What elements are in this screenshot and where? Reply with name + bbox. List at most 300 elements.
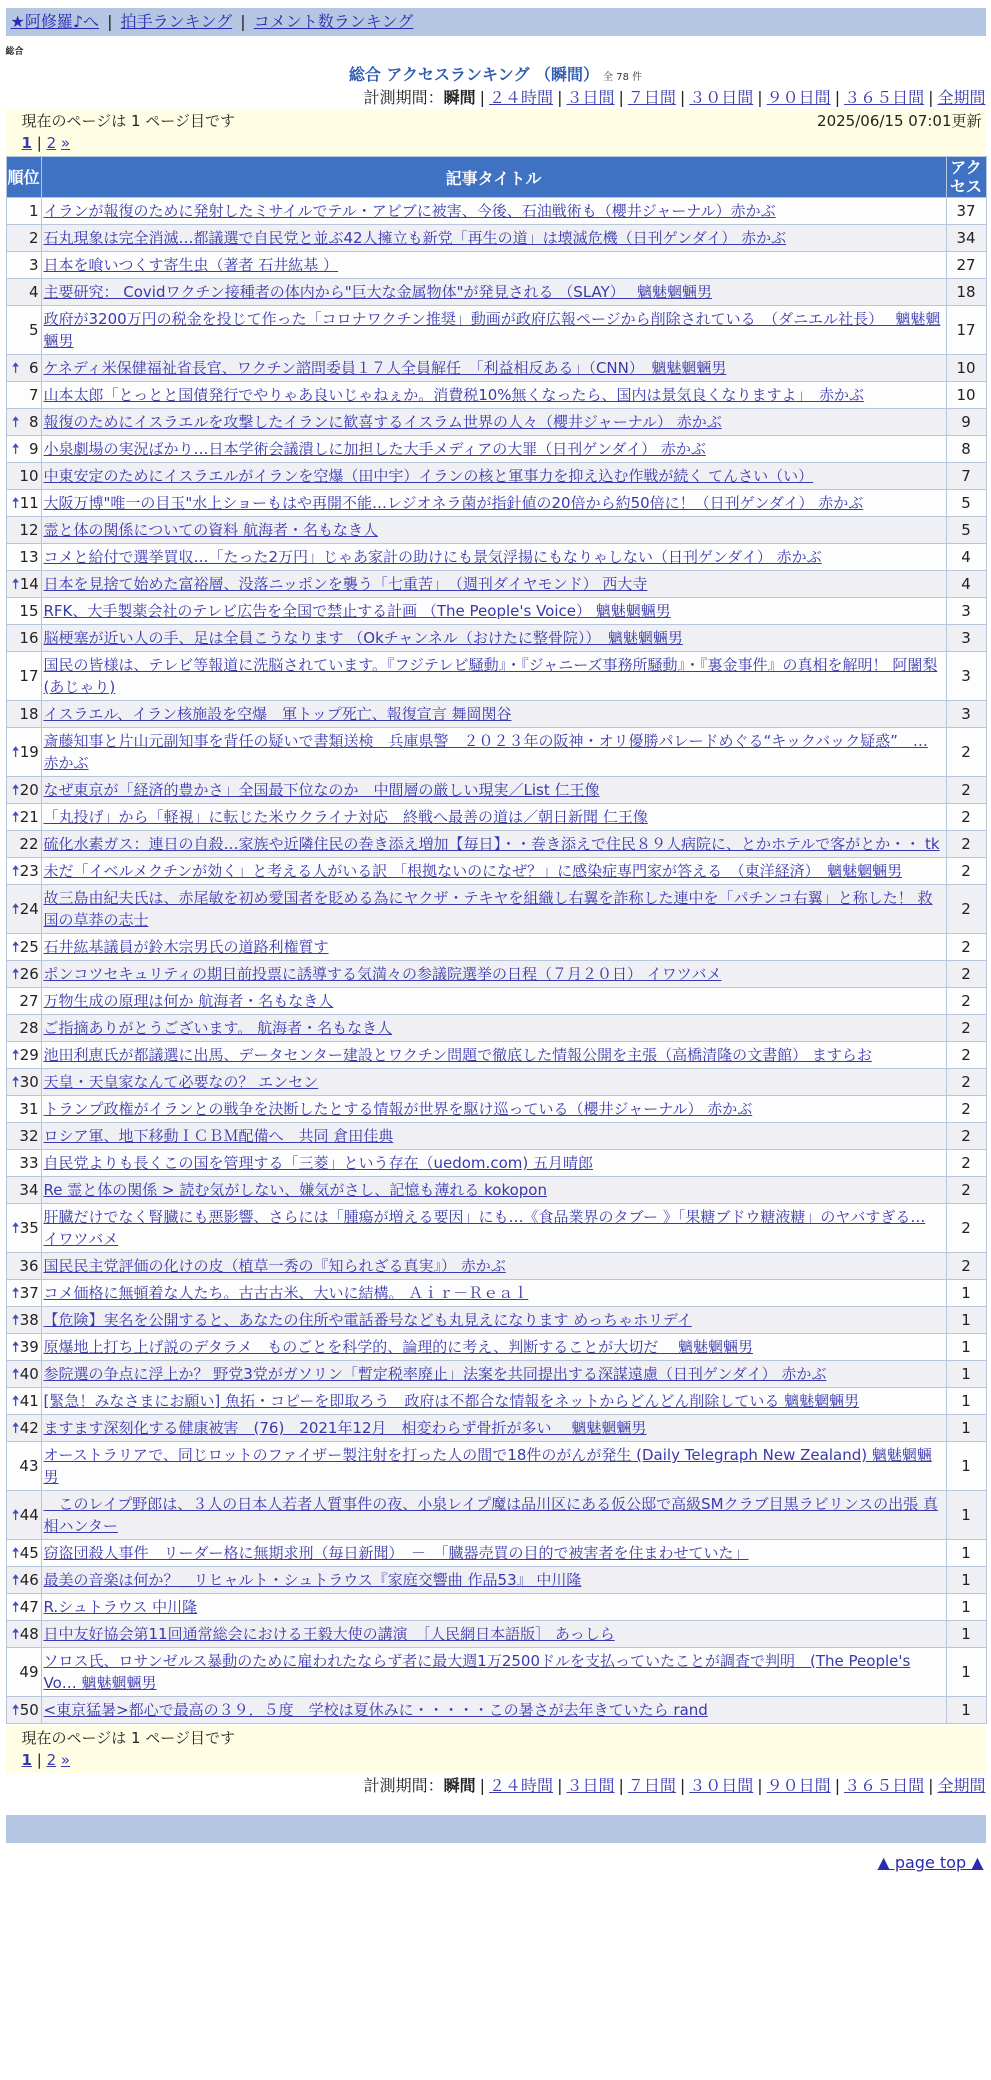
- table-row: [6, 463, 986, 490]
- period-separator: |: [479, 1776, 486, 1795]
- access-count: 1: [946, 1697, 986, 1724]
- article-title-link[interactable]: 報復のためにイスラエルを攻撃したイランに歓喜するイスラム世界の人々（櫻井ジャーナル） 赤かぶ: [43, 413, 722, 431]
- next-page-link[interactable]: »: [60, 134, 71, 152]
- table-row: [6, 885, 986, 934]
- rank-cell: [6, 1594, 41, 1621]
- article-title-link[interactable]: 脳梗塞が近い人の手、足は全員こうなります （Okチャンネル（おけたに整骨院）） 魑魅魍魎男: [43, 629, 683, 647]
- comment-ranking-link[interactable]: コメント数ランキング: [253, 12, 414, 31]
- page-info-top: [6, 109, 986, 156]
- table-row: [6, 728, 986, 777]
- rank-number: 37: [19, 1284, 39, 1302]
- article-title-link[interactable]: なぜ東京が「経済的豊かさ」全国最下位なのか 中間層の厳しい現実／List 仁王像: [43, 781, 600, 799]
- table-row: [6, 355, 986, 382]
- rank-cell: [6, 728, 41, 777]
- title-cell: [41, 355, 946, 382]
- title-cell: [41, 1621, 946, 1648]
- article-title-link[interactable]: 自民党よりも長くこの国を管理する「三菱」という存在（uedom.com) 五月晴郎: [43, 1154, 593, 1172]
- period-option-link[interactable]: ３６５日間: [844, 88, 925, 107]
- rank-cell: [6, 1042, 41, 1069]
- article-title-link[interactable]: 山本太郎「とっとと国債発行でやりゃあ良いじゃねぇか。消費税10%無くなったら、国内は景気良くなりますよ」 赤かぶ: [43, 386, 865, 404]
- table-row: [6, 252, 986, 279]
- rank-number: 21: [19, 808, 39, 826]
- title-cell: [41, 1042, 946, 1069]
- rank-cell: [6, 517, 41, 544]
- article-title-link[interactable]: [緊急！みなさまにお願い] 魚拓・コピーを即取ろう 政府は不都合な情報をネットからどんどん削除している 魑魅魍魎男: [43, 1392, 860, 1410]
- period-option-link[interactable]: ７日間: [627, 1776, 676, 1795]
- rank-number: 49: [19, 1663, 39, 1681]
- table-row: [6, 198, 986, 225]
- article-title-link[interactable]: R.シュトラウス 中川隆: [43, 1598, 198, 1616]
- article-title-link[interactable]: イランが報復のために発射したミサイルでテル・アビブに被害、今後、石油戦術も（櫻井ジャーナル）赤かぶ: [43, 202, 776, 220]
- article-title-link[interactable]: 硫化水素ガス：連日の自殺…家族や近隣住民の巻き添え増加【毎日】・・巻き添えで住民８９人病院に、とかホテルで客がとか・・ tk: [43, 835, 940, 853]
- period-separator: |: [928, 1776, 934, 1795]
- rank-number: 10: [19, 467, 39, 485]
- access-count: 10: [946, 355, 986, 382]
- access-count: 1: [946, 1648, 986, 1697]
- title-cell: [41, 1361, 946, 1388]
- access-count: 1: [946, 1442, 986, 1491]
- period-option-link[interactable]: ２４時間: [489, 1776, 554, 1795]
- rank-number: 16: [19, 629, 39, 647]
- period-selector: [6, 87, 986, 109]
- table-row: [6, 1307, 986, 1334]
- rank-up-arrow-icon: 🠅: [11, 413, 20, 431]
- rank-cell: [6, 1648, 41, 1697]
- rank-cell: [6, 1307, 41, 1334]
- period-option-link[interactable]: ９０日間: [766, 88, 831, 107]
- rank-up-arrow-icon: 🠅: [11, 1419, 20, 1437]
- access-count: 2: [946, 858, 986, 885]
- period-selector: [6, 1775, 986, 1797]
- access-count: 2: [946, 1015, 986, 1042]
- article-title-link[interactable]: 日本を喰いつくす寄生虫（著者 石井紘基 ）: [43, 256, 339, 274]
- rank-cell: [6, 1540, 41, 1567]
- access-count: 3: [946, 701, 986, 728]
- table-row: [6, 1697, 986, 1724]
- access-count: 1: [946, 1594, 986, 1621]
- table-row: [6, 701, 986, 728]
- title-cell: [41, 252, 946, 279]
- rank-number: 3: [28, 256, 39, 274]
- title-cell: [41, 1388, 946, 1415]
- rank-up-arrow-icon: 🠅: [11, 938, 20, 956]
- article-title-link[interactable]: 日中友好協会第11回通常総会における王毅大使の講演 ［人民網日本語版］ あっしら: [43, 1625, 615, 1643]
- access-count: 2: [946, 831, 986, 858]
- table-row: [6, 1123, 986, 1150]
- period-option-link[interactable]: 全期間: [937, 1776, 986, 1795]
- period-option-link[interactable]: ３６５日間: [844, 1776, 925, 1795]
- title-cell: [41, 1307, 946, 1334]
- rank-cell: [6, 804, 41, 831]
- title-cell: [41, 1697, 946, 1724]
- article-title-link[interactable]: 【危険】実名を公開すると、あなたの住所や電話番号なども丸見えになります めっちゃホリデイ: [43, 1311, 692, 1329]
- period-option-link[interactable]: 全期間: [937, 88, 986, 107]
- title-cell: [41, 463, 946, 490]
- article-title-link[interactable]: ロシア軍、地下移動ＩＣＢＭ配備へ 共同 倉田佳典: [43, 1127, 394, 1145]
- article-title-link[interactable]: <東京猛暑>都心で最高の３９．５度 学校は夏休みに・・・・・この暑さが去年きていたら rand: [43, 1701, 708, 1719]
- rank-up-arrow-icon: 🠅: [11, 1311, 20, 1329]
- rank-cell: [6, 988, 41, 1015]
- table-row: [6, 306, 986, 355]
- title-cell: [41, 225, 946, 252]
- title-cell: [41, 1204, 946, 1253]
- access-count: 5: [946, 517, 986, 544]
- table-row: [6, 1415, 986, 1442]
- access-count: 8: [946, 436, 986, 463]
- article-title-link[interactable]: 万物生成の原理は何か 航海者・名もなき人: [43, 992, 334, 1010]
- rank-up-arrow-icon: 🠅: [11, 1625, 20, 1643]
- table-row: [6, 1442, 986, 1491]
- article-title-link[interactable]: 石井紘基議員が鈴木宗男氏の道路利権質す: [43, 938, 329, 956]
- article-title-link[interactable]: 原爆地上打ち上げ説のデタラメ ものごとを科学的、論理的に考え、判断することが大切だ 魑魅魍魎男: [43, 1338, 753, 1356]
- rank-number: 22: [19, 835, 39, 853]
- access-count: 1: [946, 1307, 986, 1334]
- period-current: 瞬間: [443, 88, 476, 107]
- page-2-link[interactable]: 2: [46, 134, 57, 152]
- table-row: [6, 1150, 986, 1177]
- table-row: [6, 1069, 986, 1096]
- article-title-link[interactable]: 日本を見捨て始めた富裕層、没落ニッポンを襲う「七重苦」 （週刊ダイヤモンド） 西大寺: [43, 575, 648, 593]
- rank-cell: [6, 1334, 41, 1361]
- access-count: 1: [946, 1280, 986, 1307]
- access-count: 3: [946, 652, 986, 701]
- period-separator: |: [479, 88, 486, 107]
- rank-up-arrow-icon: 🠅: [11, 1571, 20, 1589]
- period-separator: |: [557, 1776, 563, 1795]
- period-label: 計測期間：: [363, 1776, 444, 1795]
- access-count: 27: [946, 252, 986, 279]
- page-title: [6, 62, 986, 85]
- rank-up-arrow-icon: 🠅: [11, 900, 20, 918]
- title-cell: [41, 382, 946, 409]
- rank-number: 5: [28, 321, 39, 339]
- period-separator: |: [834, 88, 841, 107]
- title-cell: [41, 306, 946, 355]
- title-cell: [41, 571, 946, 598]
- access-count: 3: [946, 598, 986, 625]
- table-row: [6, 1334, 986, 1361]
- rank-cell: [6, 1567, 41, 1594]
- rank-cell: [6, 1388, 41, 1415]
- period-separator: |: [557, 88, 563, 107]
- access-count: 3: [946, 625, 986, 652]
- rank-header: 順位: [6, 157, 41, 198]
- access-count: 4: [946, 571, 986, 598]
- table-row: [6, 517, 986, 544]
- pagination-separator: |: [36, 1751, 42, 1769]
- rank-up-arrow-icon: 🠅: [11, 1219, 20, 1237]
- table-row: [6, 1491, 986, 1540]
- article-title-link[interactable]: 国民民主党評価の化けの皮（植草一秀の『知られざる真実』） 赤かぶ: [43, 1257, 506, 1275]
- access-header: アクセス: [946, 157, 986, 198]
- article-title-link[interactable]: 大阪万博"唯一の目玉"水上ショーもはや再開不能…レジオネラ菌が指針値の20倍から約50倍に！（日刊ゲンダイ） 赤かぶ: [43, 494, 864, 512]
- access-count: 37: [946, 198, 986, 225]
- title-cell: [41, 1594, 946, 1621]
- home-link[interactable]: ★阿修羅♪へ: [10, 12, 100, 31]
- current-page-text: 現在のページは 1 ページ目です: [21, 1729, 235, 1747]
- access-count: 2: [946, 804, 986, 831]
- access-count: 2: [946, 1253, 986, 1280]
- title-cell: [41, 885, 946, 934]
- table-row: [6, 934, 986, 961]
- table-row: [6, 1015, 986, 1042]
- period-option-link[interactable]: ３日間: [566, 1776, 615, 1795]
- rank-number: 12: [19, 521, 39, 539]
- access-count: 9: [946, 409, 986, 436]
- rank-up-arrow-icon: 🠅: [11, 743, 20, 761]
- rank-number: 20: [19, 781, 39, 799]
- table-row: [6, 804, 986, 831]
- rank-number: 15: [19, 602, 39, 620]
- rank-up-arrow-icon: 🠅: [11, 1046, 20, 1064]
- rank-number: 44: [19, 1506, 39, 1524]
- article-title-link[interactable]: コメと給付で選挙買収…「たった2万円」じゃあ家計の助けにも景気浮揚にもなりゃしない（日刊ゲンダイ） 赤かぶ: [43, 548, 822, 566]
- access-count: 1: [946, 1361, 986, 1388]
- rank-number: 23: [19, 862, 39, 880]
- rank-cell: [6, 1096, 41, 1123]
- article-title-link[interactable]: 石丸現象は完全消滅…都議選で自民党と並ぶ42人擁立も新党「再生の道」は壊滅危機（日刊ゲンダイ） 赤かぶ: [43, 229, 787, 247]
- rank-cell: [6, 831, 41, 858]
- article-title-link[interactable]: RFK、大手製薬会社のテレビ広告を全国で禁止する計画 （The People's Voice） 魑魅魍魎男: [43, 602, 671, 620]
- table-row: [6, 382, 986, 409]
- rank-cell: [6, 1015, 41, 1042]
- title-cell: [41, 1096, 946, 1123]
- rank-cell: [6, 1150, 41, 1177]
- page-1-link[interactable]: 1: [21, 134, 32, 152]
- title-cell: [41, 988, 946, 1015]
- rank-up-arrow-icon: 🠅: [11, 1365, 20, 1383]
- rank-cell: [6, 198, 41, 225]
- rank-cell: [6, 701, 41, 728]
- rank-cell: [6, 1491, 41, 1540]
- pagination: [22, 132, 982, 154]
- article-title-link[interactable]: オーストラリアで、同じロットのファイザー製注射を打った人の間で18件のがんが発生 (Daily Telegraph New Zealand) 魑魅魍魎男: [43, 1446, 932, 1486]
- access-count: 2: [946, 1096, 986, 1123]
- clap-ranking-link[interactable]: 拍手ランキング: [120, 12, 233, 31]
- title-cell: [41, 1567, 946, 1594]
- title-cell: [41, 934, 946, 961]
- article-title-link[interactable]: 池田利恵氏が都議選に出馬、データセンター建設とワクチン問題で徹底した情報公開を主張（高橋清隆の文書館） ますらお: [43, 1046, 872, 1064]
- article-title-link[interactable]: 天皇・天皇家なんて必要なの？ エンセン: [43, 1073, 319, 1091]
- rank-cell: [6, 625, 41, 652]
- title-cell: [41, 777, 946, 804]
- title-cell: [41, 728, 946, 777]
- rank-cell: [6, 1621, 41, 1648]
- rank-number: 25: [19, 938, 39, 956]
- rank-number: 14: [19, 575, 39, 593]
- access-count: 34: [946, 225, 986, 252]
- title-cell: [41, 1648, 946, 1697]
- rank-cell: [6, 225, 41, 252]
- period-current: 瞬間: [443, 1776, 476, 1795]
- page-title-text: 総合 アクセスランキング （瞬間）: [348, 65, 600, 84]
- access-count: 2: [946, 1069, 986, 1096]
- article-title-link[interactable]: ソロス氏、ロサンゼルス暴動のために雇われたならず者に最大週1万2500ドルを支払っていたことが調査で判明 (The People's Vo… 魑魅魍魎男: [43, 1652, 911, 1692]
- rank-cell: [6, 777, 41, 804]
- article-title-link[interactable]: ますます深刻化する健康被害 (76) 2021年12月 相変わらず骨折が多い 魑魅魍魎男: [43, 1419, 647, 1437]
- table-row: [6, 436, 986, 463]
- rank-number: 30: [19, 1073, 39, 1091]
- period-option-link[interactable]: ９０日間: [766, 1776, 831, 1795]
- rank-up-arrow-icon: 🠅: [11, 1392, 20, 1410]
- rank-number: 42: [19, 1419, 39, 1437]
- title-cell: [41, 1280, 946, 1307]
- rank-up-arrow-icon: 🠅: [11, 781, 20, 799]
- table-row: [6, 1388, 986, 1415]
- period-option-link[interactable]: ７日間: [627, 88, 676, 107]
- rank-number: 28: [19, 1019, 39, 1037]
- rank-cell: [6, 961, 41, 988]
- article-title-link[interactable]: 参院選の争点に浮上か？ 野党3党がガソリン「暫定税率廃止」法案を共同提出する深謀遠慮（日刊ゲンダイ） 赤かぶ: [43, 1365, 827, 1383]
- table-row: [6, 1042, 986, 1069]
- article-title-link[interactable]: Re 霊と体の関係 > 読む気がしない、嫌気がさし、記憶も薄れる kokopon: [43, 1181, 547, 1199]
- rank-number: 33: [19, 1154, 39, 1172]
- access-count: 2: [946, 1204, 986, 1253]
- title-cell: [41, 279, 946, 306]
- page-2-link[interactable]: 2: [46, 1751, 57, 1769]
- period-option-link[interactable]: ３０日間: [689, 1776, 754, 1795]
- table-row: [6, 1361, 986, 1388]
- table-row: [6, 1594, 986, 1621]
- access-count: 2: [946, 885, 986, 934]
- rank-up-arrow-icon: 🠅: [11, 965, 20, 983]
- table-row: [6, 652, 986, 701]
- rank-number: 24: [19, 900, 39, 918]
- access-count: 2: [946, 1177, 986, 1204]
- rank-number: 7: [28, 386, 39, 404]
- rank-number: 6: [28, 359, 39, 377]
- access-count: 17: [946, 306, 986, 355]
- rank-number: 41: [19, 1392, 39, 1410]
- article-title-link[interactable]: 未だ「イベルメクチンが効く」と考える人がいる訳 「根拠ないのになぜ？」に感染症専門家が答える （東洋経済） 魑魅魍魎男: [43, 862, 903, 880]
- next-page-link[interactable]: »: [60, 1751, 71, 1769]
- article-title-link[interactable]: 霊と体の関係についての資料 航海者・名もなき人: [43, 521, 378, 539]
- rank-number: 19: [19, 743, 39, 761]
- access-count: 1: [946, 1415, 986, 1442]
- period-option-link[interactable]: ３日間: [566, 88, 615, 107]
- access-count: 2: [946, 728, 986, 777]
- title-cell: [41, 436, 946, 463]
- title-cell: [41, 625, 946, 652]
- article-title-link[interactable]: ケネディ米保健福祉省長官、ワクチン諮問委員１７人全員解任 「利益相反ある」（CNN） 魑魅魍魎男: [43, 359, 727, 377]
- rank-cell: [6, 252, 41, 279]
- table-row: [6, 279, 986, 306]
- access-count: 1: [946, 1491, 986, 1540]
- rank-cell: [6, 598, 41, 625]
- title-cell: [41, 652, 946, 701]
- rank-up-arrow-icon: 🠅: [11, 1544, 20, 1562]
- rank-number: 9: [28, 440, 39, 458]
- title-cell: [41, 831, 946, 858]
- rank-cell: [6, 1253, 41, 1280]
- title-cell: [41, 1334, 946, 1361]
- period-separator: |: [679, 88, 686, 107]
- title-header: 記事タイトル: [41, 157, 946, 198]
- access-count: 2: [946, 1123, 986, 1150]
- title-cell: [41, 409, 946, 436]
- article-title-link[interactable]: 斎藤知事と片山元副知事を背任の疑いで書類送検 兵庫県警 ２０２３年の阪神・オリ優勝パレードめぐる“キックバック疑惑” … 赤かぶ: [43, 732, 928, 772]
- article-title-link[interactable]: トランプ政権がイランとの戦争を決断したとする情報が世界を駆け巡っている（櫻井ジャーナル） 赤かぶ: [43, 1100, 753, 1118]
- period-separator: |: [679, 1776, 686, 1795]
- access-count: 2: [946, 988, 986, 1015]
- rank-cell: [6, 885, 41, 934]
- rank-up-arrow-icon: 🠅: [11, 808, 20, 826]
- rank-cell: [6, 1361, 41, 1388]
- article-title-link[interactable]: 中東安定のためにイスラエルがイランを空爆（田中宇）イランの核と軍事力を抑え込む作戦が続く てんさい（い）: [43, 467, 814, 485]
- top-nav: [6, 8, 986, 36]
- article-title-link[interactable]: 主要研究： Covidワクチン接種者の体内から"巨大な金属物体"が発見される （SLAY） 魑魅魍魎男: [43, 283, 713, 301]
- rank-number: 1: [28, 202, 39, 220]
- table-row: [6, 1648, 986, 1697]
- title-cell: [41, 961, 946, 988]
- title-cell: [41, 1253, 946, 1280]
- title-cell: [41, 490, 946, 517]
- period-option-link[interactable]: ３０日間: [689, 88, 754, 107]
- rank-number: 45: [19, 1544, 39, 1562]
- article-title-link[interactable]: 国民の皆様は、テレビ等報道に洗脳されています。『フジテレビ騒動』・『ジャニーズ事務所騒動』・『裏金事件』の真相を解明！ 阿闍梨(あじゃり): [43, 656, 938, 696]
- period-separator: |: [834, 1776, 841, 1795]
- article-title-link[interactable]: イスラエル、イラン核施設を空爆 軍トップ死亡、報復宣言 舞岡関谷: [43, 705, 512, 723]
- article-title-link[interactable]: ポンコツセキュリティの期日前投票に誘導する気満々の参議院選挙の日程（７月２０日） イワツバメ: [43, 965, 722, 983]
- article-title-link[interactable]: このレイプ野郎は、３人の日本人若者人質事件の夜、小泉レイプ魔は品川区にある仮公邸で高級SMクラブ目黒ラビリンスの出張 真相ハンター: [43, 1495, 938, 1535]
- table-row: [6, 598, 986, 625]
- page-info-bottom: [6, 1726, 986, 1773]
- nav-separator: |: [107, 12, 113, 31]
- article-title-link[interactable]: 故三島由紀夫氏は、赤尾敏を初め愛国者を貶める為にヤクザ・テキヤを組織し右翼を詐称した連中を「パチンコ右翼」と称した！ 救国の草莽の志士: [43, 889, 933, 929]
- period-option-link[interactable]: ２４時間: [489, 88, 554, 107]
- table-row: [6, 1204, 986, 1253]
- article-title-link[interactable]: 「丸投げ」から「軽視」に転じた米ウクライナ対応 終戦へ最善の道は／朝日新聞 仁王像: [43, 808, 648, 826]
- rank-cell: [6, 409, 41, 436]
- rank-cell: [6, 1069, 41, 1096]
- title-cell: [41, 1069, 946, 1096]
- access-count: 1: [946, 1567, 986, 1594]
- access-count: 1: [946, 1334, 986, 1361]
- article-title-link[interactable]: 最美の音楽は何か？＿リヒャルト・シュトラウス『家庭交響曲 作品53』 中川隆: [43, 1571, 582, 1589]
- rank-number: 4: [28, 283, 39, 301]
- article-title-link[interactable]: ご指摘ありがとうございます。 航海者・名もなき人: [43, 1019, 393, 1037]
- nav-separator: |: [240, 12, 246, 31]
- title-cell: [41, 1491, 946, 1540]
- rank-number: 31: [19, 1100, 39, 1118]
- article-title-link[interactable]: 窃盗団殺人事件 リーダー格に無期求刑（毎日新聞） － 「臓器売買の目的で被害者を住まわせていた」: [43, 1544, 749, 1562]
- category-label: 総合: [5, 47, 24, 57]
- rank-cell: [6, 1415, 41, 1442]
- article-title-link[interactable]: 政府が3200万円の税金を投じて作った「コロナワクチン推奨」動画が政府広報ページから削除されている （ダニエル社長） 魑魅魍魎男: [43, 310, 941, 350]
- rank-number: 35: [19, 1219, 39, 1237]
- rank-cell: [6, 652, 41, 701]
- rank-cell: [6, 1697, 41, 1724]
- title-cell: [41, 1150, 946, 1177]
- rank-cell: [6, 1280, 41, 1307]
- bottom-bar: [6, 1815, 986, 1843]
- rank-number: 26: [19, 965, 39, 983]
- rank-number: 47: [19, 1598, 39, 1616]
- article-title-link[interactable]: 肝臓だけでなく腎臓にも悪影響、さらには「腫瘍が増える要因」にも…《食品業界のタブー 》「果糖ブドウ糖液糖」のヤバすぎる… イワツバメ: [43, 1208, 926, 1248]
- article-title-link[interactable]: コメ価格に無頓着な人たち。古古古米、大いに結構。 Ａｉｒ－Ｒｅａｌ: [43, 1284, 529, 1302]
- title-cell: [41, 1415, 946, 1442]
- table-row: [6, 988, 986, 1015]
- page-1-link[interactable]: 1: [21, 1751, 32, 1769]
- access-count: 1: [946, 1540, 986, 1567]
- table-row: [6, 961, 986, 988]
- period-separator: |: [618, 1776, 624, 1795]
- period-label: 計測期間：: [363, 88, 444, 107]
- rank-number: 34: [19, 1181, 39, 1199]
- rank-number: 40: [19, 1365, 39, 1383]
- page-top-link[interactable]: ▲ page top ▲: [877, 1853, 984, 1872]
- article-title-link[interactable]: 小泉劇場の実況ばかり…日本学術会議潰しに加担した大手メディアの大罪（日刊ゲンダイ） 赤かぶ: [43, 440, 706, 458]
